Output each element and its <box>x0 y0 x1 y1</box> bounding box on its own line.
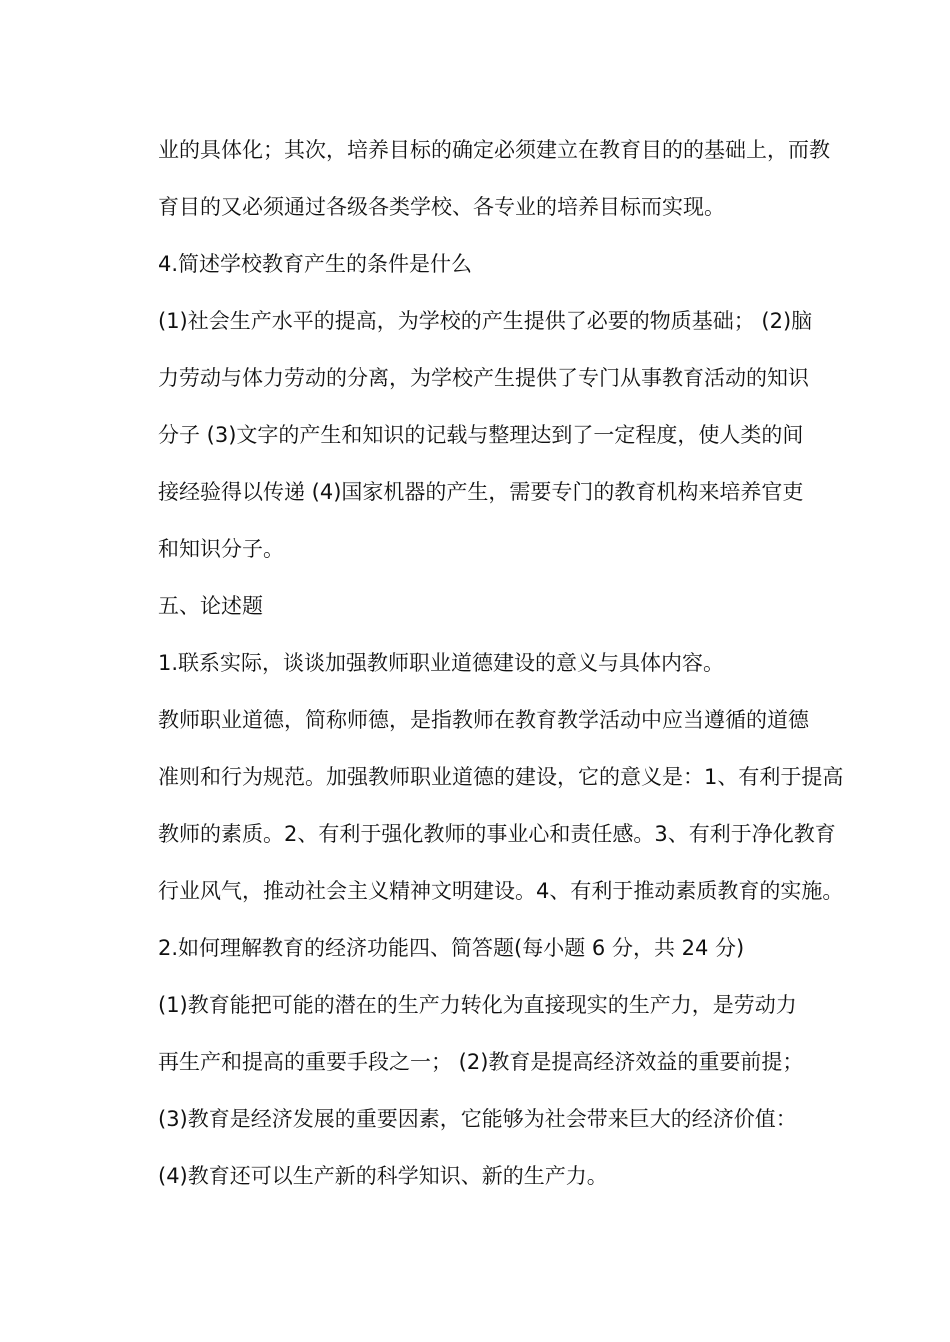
text-line: 接经验得以传递 (4)国家机器的产生，需要专门的教育机构来培养官吏 <box>158 480 804 504</box>
question-heading: 2.如何理解教育的经济功能四、简答题(每小题 6 分，共 24 分) <box>158 936 745 960</box>
text-line: 教师的素质。2、有利于强化教师的事业心和责任感。3、有利于净化教育 <box>158 822 836 846</box>
text-line: 业的具体化；其次，培养目标的确定必须建立在教育目的的基础上，而教 <box>158 138 830 162</box>
text-line: (3)教育是经济发展的重要因素，它能够为社会带来巨大的经济价值： <box>158 1107 797 1131</box>
text-line: 分子 (3)文字的产生和知识的记载与整理达到了一定程度，使人类的间 <box>158 423 804 447</box>
text-line: 育目的又必须通过各级各类学校、各专业的培养目标而实现。 <box>158 195 725 219</box>
text-line: 准则和行为规范。加强教师职业道德的建设，它的意义是：1、有利于提高 <box>158 765 844 789</box>
text-line: 教师职业道德，简称师德，是指教师在教育教学活动中应当遵循的道德 <box>158 708 809 732</box>
text-line: 和知识分子。 <box>158 537 284 561</box>
text-line: (1)社会生产水平的提高，为学校的产生提供了必要的物质基础； (2)脑 <box>158 309 813 333</box>
question-heading: 1.联系实际，谈谈加强教师职业道德建设的意义与具体内容。 <box>158 651 725 675</box>
text-line: 再生产和提高的重要手段之一； (2)教育是提高经济效益的重要前提； <box>158 1050 804 1074</box>
section-heading: 五、论述题 <box>158 594 263 618</box>
text-line: 行业风气，推动社会主义精神文明建设。4、有利于推动素质教育的实施。 <box>158 879 844 903</box>
text-line: 力劳动与体力劳动的分离，为学校产生提供了专门从事教育活动的知识 <box>158 366 809 390</box>
text-line: (1)教育能把可能的潜在的生产力转化为直接现实的生产力，是劳动力 <box>158 993 797 1017</box>
text-line: (4)教育还可以生产新的科学知识、新的生产力。 <box>158 1164 608 1188</box>
question-heading: 4.简述学校教育产生的条件是什么 <box>158 252 473 276</box>
